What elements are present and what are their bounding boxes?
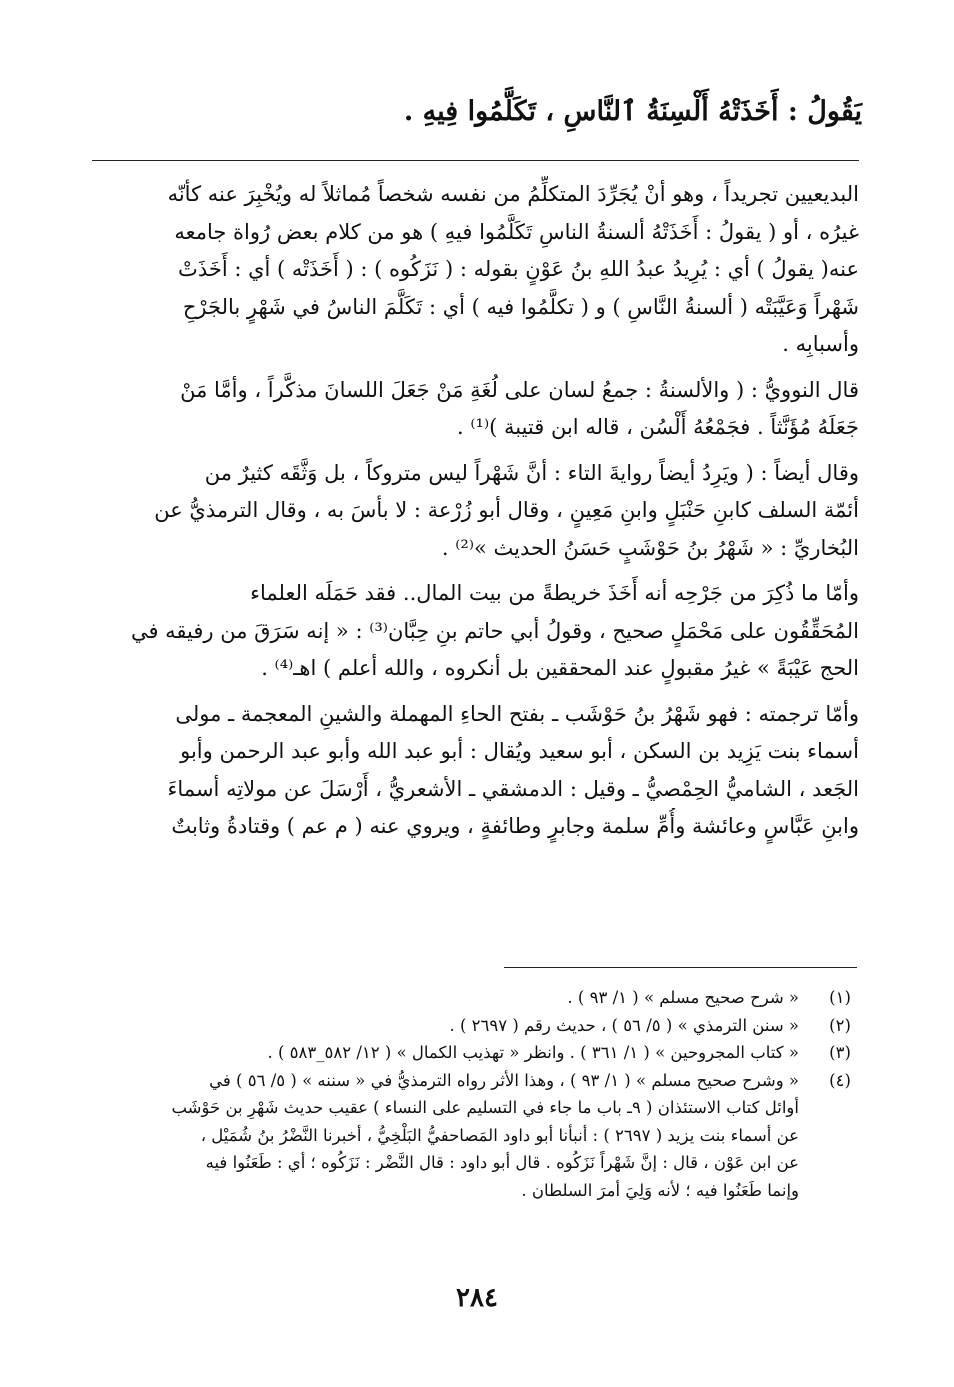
footnote-number: (٤) [829,1070,851,1090]
text-line: عنه( يقولُ ) أي : يُرِيدُ عبدُ اللهِ بنُ عَوْنٍ بقوله : ( نَزَكُوه ) : ( أَخَذَتْه ) أي : أَخَذَتْ [178,257,859,281]
main-text [91,176,859,854]
footnote-number: (١) [829,988,851,1007]
footnote-line: « وشرح صحيح مسلم » ( ١/ ٩٣ ) ، وهذا الأثر رواه الترمذيُّ في « سننه » ( ٥/ ٥٦ ) في [209,1070,799,1090]
text-line: وابنِ عَبَّاسٍ وعائشة وأُمِّ سلمة وجابرٍ وطائفةٍ ، ويروي عنه ( م عم ) وقتادةُ وثابتٌ [171,814,859,838]
footnote-number: (٢) [829,1015,851,1035]
text-line: وأمّا ما ذُكِرَ من جَرْحِه أنه أَخَذَ خريطةً من بيت المال.. فقد حَمَلَه العلماء [250,581,859,605]
footnote-line: عن ابن عَوْن ، قال : إنَّ شَهْراً نَزَكُوه . قال أبو داود : قال النَّضْر : نَزَكُوه ؛ أي : طَعَنُوا فيه [205,1153,799,1172]
footnote-line: « شرح صحيح مسلم » ( ١/ ٩٣ ) . [567,988,799,1007]
text-line: غيرُه ، أو ( يقولُ : أَخَذَتْهُ ألسنةُ الناسِ تَكَلَّمُوا فيهِ ) هو من كلام بعض رُواة جامعه [174,219,859,244]
text-line: البديعيين تجريداً ، وهو أنْ يُجَرِّدَ المتكلِّمُ من نفسه شخصاً مُماثلاً له ويُخْبِرَ عنه كأنّه [167,182,859,206]
text-line: الجَعد ، الشاميُّ الحِمْصيُّ ـ وقيل : الدمشقي ـ الأشعريُّ ، أَرْسَلَ عن مولاتِه أسماءَ [167,776,859,801]
footnote [91,1039,859,1067]
text-line: المُحَقِّقُون على مَحْمَلٍ صحيح ، وقولُ أبي حاتم بنِ حِبَّان⁽³⁾ : « إنه سَرَقَ من رفيقه في [130,618,859,643]
footnote [91,984,859,1012]
header-divider [92,160,859,161]
footnote-number: (٣) [829,1043,851,1062]
text-line: شَهْراً وَعَيَّبَتْه ( ألسنةُ النَّاسِ ) و ( تكلَّمُوا فيه ) أي : تَكَلَّمَ الناسُ في شَهْرٍ بالجَرْحِ [182,294,859,319]
paragraph [91,696,859,846]
footnote-line: « كتاب المجروحين » ( ١/ ٣٦١ ) . وانظر « تهذيب الكمال » ( ١٢/ ٥٨٢_٥٨٣ ) . [267,1043,799,1062]
text-line: الحج عَيْبَةً » غيرُ مقبولٍ عند المحققين بل أنكروه ، والله أعلم ) اهـ⁽⁴⁾ . [261,656,859,680]
footnotes [91,984,859,1204]
paragraph [91,176,859,364]
paragraph [91,455,859,568]
text-line: أسماء بنت يَزِيد بن السكن ، أبو سعيد ويُقال : أبو عبد الله وأبو عبد الرحمن وأبو [180,739,859,763]
text-line: قال النوويُّ : ( والألسنةُ : جمعُ لسان على لُغَةِ مَنْ جَعَلَ اللسانَ مذكَّراً ، وأمَّا مَنْ [180,377,859,402]
footnote-divider [504,967,857,968]
text-line: وأمّا ترجمته : فهو شَهْرُ بنُ حَوْشَب ـ بفتح الحاءِ المهملة والشينِ المعجمة ـ مولى [175,701,859,726]
text-line: وقال أيضاً : ( ويَرِدُ أيضاً روايةَ التاء : أنَّ شَهْراً ليس متروكاً ، بل وَثَّقَه كثيرٌ من [204,460,859,485]
footnote-line: « سنن الترمذي » ( ٥/ ٥٦ ) ، حديث رقم ( ٢٦٩٧ ) . [449,1015,799,1035]
page-number: ٢٨٤ [456,1283,498,1313]
footnote-line: عن أسماء بنت يزيد ( ٢٦٩٧ ) : أنبأنا أبو داود المَصاحفيُّ البَلْخِيُّ ، أخبرنا النَّضْرُ بنُ شُمَيْل ، [200,1125,799,1145]
running-head: يَقُولُ : أَخَذَتْهُ أَلْسِنَةُ ٱلنَّاسِ ، تَكَلَّمُوا فِيهِ . [403,96,862,127]
footnote [91,1067,859,1205]
footnote [91,1012,859,1040]
text-line: أئمّة السلف كابنِ حَنْبَلٍ وابنِ مَعِينٍ ، وقال أبو زُرْعة : لا بأسَ به ، وقال الترمذيُّ عن [154,498,859,522]
paragraph [91,372,859,447]
text-line: البُخاريِّ : « شَهْرُ بنُ حَوْشَبٍ حَسَنُ الحديث »⁽²⁾ . [441,535,859,560]
text-line: جَعَلَهُ مُؤَنَّثاً . فجَمْعُهُ أَلْسُن ، قاله ابن قتيبة )⁽¹⁾ . [457,415,859,439]
text-line: وأسبابِه . [782,332,859,356]
footnote-line: أوائل كتاب الاستئذان ( ٩ـ باب ما جاء في التسليم على النساء ) عقيب حديث شَهْرِ بن حَوْشَب [171,1098,799,1117]
paragraph [91,575,859,688]
footnote-line: وإنما طَعَنُوا فيه ؛ لأنه وَلِيَ أمرَ السلطان . [521,1180,799,1200]
